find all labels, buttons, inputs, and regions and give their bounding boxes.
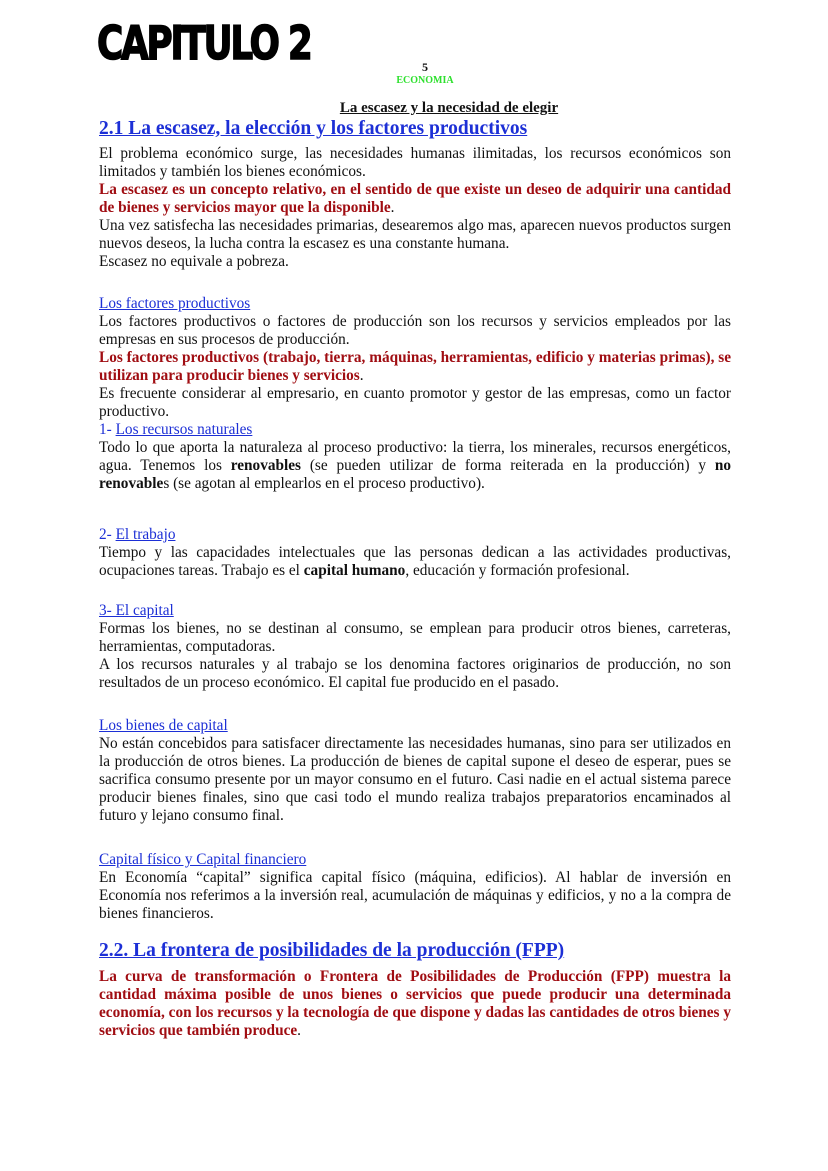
paragraph: En Economía “capital” significa capital físico (máquina, edificios). Al hablar de inversión en Economía nos referimos a la inversión real, acumulación de máquinas y edificios, y no a la compra de bienes financieros.: [99, 869, 731, 922]
paragraph: [99, 544, 731, 580]
capital-section: [99, 602, 731, 692]
subject-label: ECONOMIA: [396, 75, 454, 86]
chapter-title: CAPITULO 2: [97, 16, 311, 70]
text: Tiempo y las capacidades intelectuales que las personas dedican a las actividades productivas, ocupaciones tareas. Trabajo es el: [99, 544, 731, 579]
bold-text: no renovable: [99, 457, 731, 492]
paragraph: [99, 349, 731, 385]
highlight-text: Los factores productivos (trabajo, tierra, máquinas, herramientas, edificio y materias primas), se utilizan para producir bienes y servicios: [99, 349, 731, 384]
text: , educación y formación profesional.: [405, 562, 630, 579]
paragraph: Una vez satisfecha las necesidades primarias, desearemos algo mas, aparecen nuevos productos surgen nuevos deseos, la lucha contra la escasez es una constante humana.: [99, 217, 731, 252]
highlight-text: La curva de transformación o Frontera de Posibilidades de Producción (FPP) muestra la cantidad máxima posible de unos bienes o servicios que puede producir una determinada economía, con los recursos y la tecnología de que dispone y dadas las cantidades de otros bienes y servicios que también produce: [99, 968, 731, 1039]
factores-heading[interactable]: Los factores productivos: [99, 295, 251, 312]
bold-text: capital humano: [303, 562, 406, 579]
highlight-text: La escasez es un concepto relativo, en el sentido de que existe un deseo de adquirir una cantidad de bienes y servicios mayor que la disponible: [99, 181, 731, 216]
trabajo-heading[interactable]: El trabajo: [115, 526, 176, 543]
paragraph: Es frecuente considerar al empresario, en cuanto promotor y gestor de las empresas, como un factor productivo.: [99, 385, 731, 420]
item-number: 2-: [99, 526, 116, 543]
period: .: [359, 367, 364, 384]
fisico-section: [99, 851, 731, 923]
paragraph: A los recursos naturales y al trabajo se los denomina factores originarios de producción, no son resultados de un proceso económico. El capital fue producido en el pasado.: [99, 656, 731, 691]
text: s (se agotan al emplearlos en el proceso productivo).: [163, 475, 485, 492]
section-2-2-heading: 2.2. La frontera de posibilidades de la producción (FPP): [99, 940, 565, 961]
paragraph: Los factores productivos o factores de producción son los recursos y servicios empleados por las empresas en sus procesos de producción.: [99, 313, 731, 348]
capital-heading[interactable]: 3- El capital: [99, 602, 174, 619]
paragraph: [99, 968, 731, 1040]
page-number: 5: [422, 60, 428, 74]
text: Todo lo que aporta la naturaleza al proceso productivo: la tierra, los minerales, recursos energéticos, agua. Tenemos los: [99, 439, 731, 474]
subtitle: La escasez y la necesidad de elegir: [339, 100, 559, 116]
period: .: [297, 1022, 301, 1039]
bienes-heading[interactable]: Los bienes de capital: [99, 717, 228, 734]
text: (se pueden utilizar de forma reiterada en la producción) y: [301, 457, 715, 474]
paragraph: Formas los bienes, no se destinan al consumo, se emplean para producir otros bienes, carreteras, herramientas, computadoras.: [99, 620, 731, 655]
section-2-2-body: [99, 968, 731, 1040]
item-number: 1-: [99, 421, 116, 438]
period: .: [390, 199, 395, 216]
paragraph: El problema económico surge, las necesidades humanas ilimitadas, los recursos económicos son limitados y también los bienes económicos.: [99, 145, 731, 180]
paragraph: No están concebidos para satisfacer directamente las necesidades humanas, sino para ser utilizados en la producción de otros bienes. La producción de bienes de capital supone el deseo de esperar, pues se sacrifica consumo presente por un mayor consumo en el futuro. Casi nadie en el actual sistema parece producir bienes finales, sino que casi todo el mundo realiza trabajos preparatorios encaminados al futuro y lejano consumo final.: [99, 735, 731, 824]
section-2-1-body: [99, 145, 731, 271]
bienes-section: [99, 717, 731, 825]
paragraph: [99, 181, 731, 217]
paragraph: [99, 439, 731, 493]
bold-text: renovables: [230, 457, 301, 474]
section-2-1-heading: 2.1 La escasez, la elección y los factores productivos: [99, 118, 528, 139]
trabajo-section: [99, 526, 731, 580]
paragraph: Escasez no equivale a pobreza.: [99, 253, 289, 270]
factores-section: [99, 295, 731, 493]
fisico-heading[interactable]: Capital físico y Capital financiero: [99, 851, 307, 868]
recursos-heading[interactable]: Los recursos naturales: [115, 421, 253, 438]
